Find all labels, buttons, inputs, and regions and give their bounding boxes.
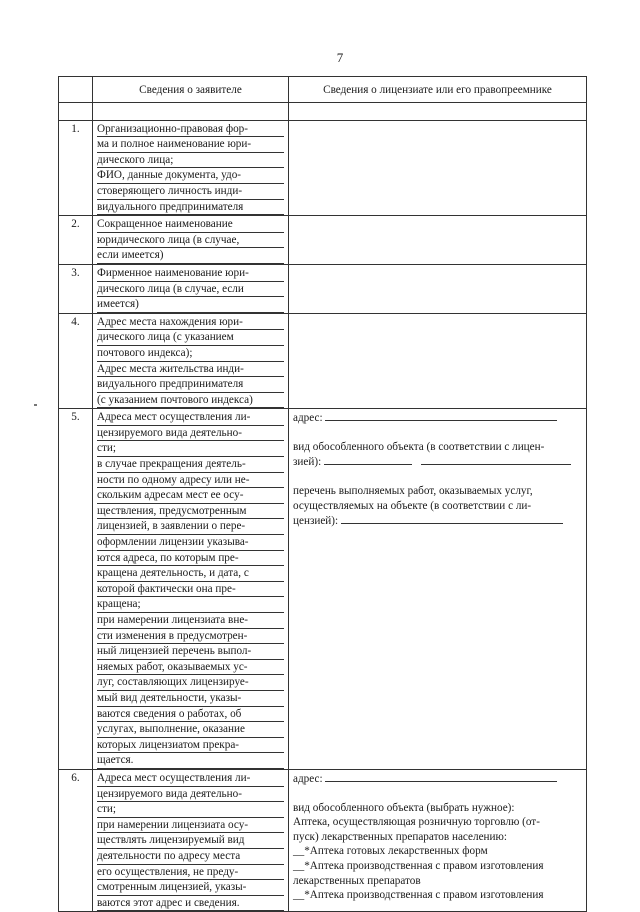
works-field[interactable] [293,513,582,529]
pharmacy-option-production-cont: лекарственных препаратов [293,874,421,887]
works-label-line: перечень выполняемых работ, оказываемых услуг, [293,485,533,498]
cell-line: Адреса мест осуществления ли- [97,410,284,426]
cell-line: ются адреса, по которым пре- [97,551,284,567]
applicant-cell [93,409,289,770]
row-number: 4. [59,313,93,409]
pharmacy-option-production[interactable]: __*Аптека производственная с правом изготовления [293,859,544,872]
licensee-input-cell[interactable] [289,264,587,313]
object-type-label-end: зией): [293,456,322,469]
cell-line: Адреса мест осуществления ли- [97,771,284,787]
cell-line: при намерении лицензиата вне- [97,613,284,629]
object-type-label: вид обособленного объекта (выбрать нужное): [293,801,515,814]
applicant-cell [93,120,289,216]
cell-line: ный лицензией перечень выпол- [97,644,284,660]
cell-line: Организационно-правовая фор- [97,122,284,138]
cell-line: стоверяющего личность инди- [97,184,284,200]
address-field[interactable] [293,771,582,787]
row-number: 5. [59,409,93,770]
cell-line: сти; [97,441,284,457]
cell-line: его осуществления, не преду- [97,865,284,881]
cell-line: при намерении лицензиата осу- [97,818,284,834]
cell-line: ФИО, данные документа, удо- [97,168,284,184]
address-blank[interactable] [325,771,557,782]
table-header-row [59,77,587,103]
applicant-cell [93,769,289,911]
row-number: 6. [59,769,93,911]
cell-line: юридического лица (в случае, [97,233,284,249]
cell-line: (с указанием почтового индекса) [97,393,284,409]
address-label: адрес: [293,412,323,425]
applicant-cell [93,313,289,409]
cell-line: которой фактически она пре- [97,582,284,598]
works-label-end: цензией): [293,515,339,528]
cell-line: Фирменное наименование юри- [97,266,284,282]
cell-line: если имеется) [97,248,284,264]
table-row [59,313,587,409]
cell-line: дического лица (с указанием [97,330,284,346]
object-type-blank-1[interactable] [324,454,412,465]
cell-line: цензируемого вида деятельно- [97,426,284,442]
cell-line: ма и полное наименование юри- [97,137,284,153]
cell-line: цензируемого вида деятельно- [97,787,284,803]
table-row [59,264,587,313]
header-number-cell [59,77,93,103]
pharmacy-option-finished-forms[interactable]: __*Аптека готовых лекарственных форм [293,845,488,858]
cell-line: в случае прекращения деятель- [97,457,284,473]
cell-line: ществлять лицензируемый вид [97,833,284,849]
cell-line: видуального предпринимателя [97,377,284,393]
header-applicant: Сведения о заявителе [93,77,289,103]
works-blank[interactable] [341,513,563,524]
table-spacer-row [59,102,587,120]
table-row [59,120,587,216]
cell-line: скольким адресам мест ее осу- [97,488,284,504]
licensee-input-cell[interactable] [289,313,587,409]
table-row [59,769,587,911]
cell-line: сти; [97,802,284,818]
cell-line: ществления, предусмотренным [97,504,284,520]
license-form-table [58,76,587,912]
cell-line: ваются сведения о работах, об [97,707,284,723]
object-type-label: вид обособленного объекта (в соответствии с лицен- [293,440,545,453]
pharmacy-option-production-2[interactable]: __*Аптека производственная с правом изготовления [293,889,544,902]
pharmacy-type-line: пуск) лекарственных препаратов населению: [293,830,507,843]
licensee-input-cell[interactable] [289,120,587,216]
address-blank[interactable] [325,410,557,421]
licensee-input-cell[interactable] [289,216,587,265]
cell-line: кращена деятельность, и дата, с [97,566,284,582]
cell-line: почтового индекса); [97,346,284,362]
address-label: адрес: [293,772,323,785]
cell-line: сти изменения в предусмотрен- [97,629,284,645]
licensee-cell [289,769,587,911]
licensee-cell [289,409,587,770]
applicant-cell [93,216,289,265]
cell-line: дического лица (в случае, если [97,282,284,298]
scan-artifact [34,404,37,406]
table-row [59,216,587,265]
cell-line: имеется) [97,297,284,313]
cell-line: услугах, выполнение, оказание [97,722,284,738]
cell-line: видуального предпринимателя [97,200,284,216]
row-number: 3. [59,264,93,313]
cell-line: деятельности по адресу места [97,849,284,865]
header-licensee: Сведения о лицензиате или его правопреемнике [289,77,587,103]
row-number: 2. [59,216,93,265]
cell-line: ности по одному адресу или не- [97,473,284,489]
object-type-blank-2[interactable] [421,454,571,465]
cell-line: смотренным лицензией, указы- [97,880,284,896]
cell-line: Адрес места жительства инди- [97,362,284,378]
cell-line: которых лицензиатом прекра- [97,738,284,754]
works-label-line: осуществляемых на объекте (в соответствии с ли- [293,499,532,512]
cell-line: кращена; [97,597,284,613]
cell-line: няемых работ, оказываемых ус- [97,660,284,676]
cell-line: оформлении лицензии указыва- [97,535,284,551]
cell-line: луг, составляющих лицензируе- [97,675,284,691]
row-number: 1. [59,120,93,216]
applicant-cell [93,264,289,313]
cell-line: Адрес места нахождения юри- [97,315,284,331]
cell-line: ваются этот адрес и сведения. [97,896,284,912]
cell-line: лицензией, в заявлении о пере- [97,519,284,535]
cell-line: дического лица; [97,153,284,169]
object-type-field[interactable] [293,454,582,470]
address-field[interactable] [293,410,582,426]
cell-line: щается. [97,753,284,769]
table-row [59,409,587,770]
cell-line: мый вид деятельности, указы- [97,691,284,707]
pharmacy-type-line: Аптека, осуществляющая розничную торговлю (от- [293,816,540,829]
page-number: 7 [336,50,344,65]
cell-line: Сокращенное наименование [97,217,284,233]
